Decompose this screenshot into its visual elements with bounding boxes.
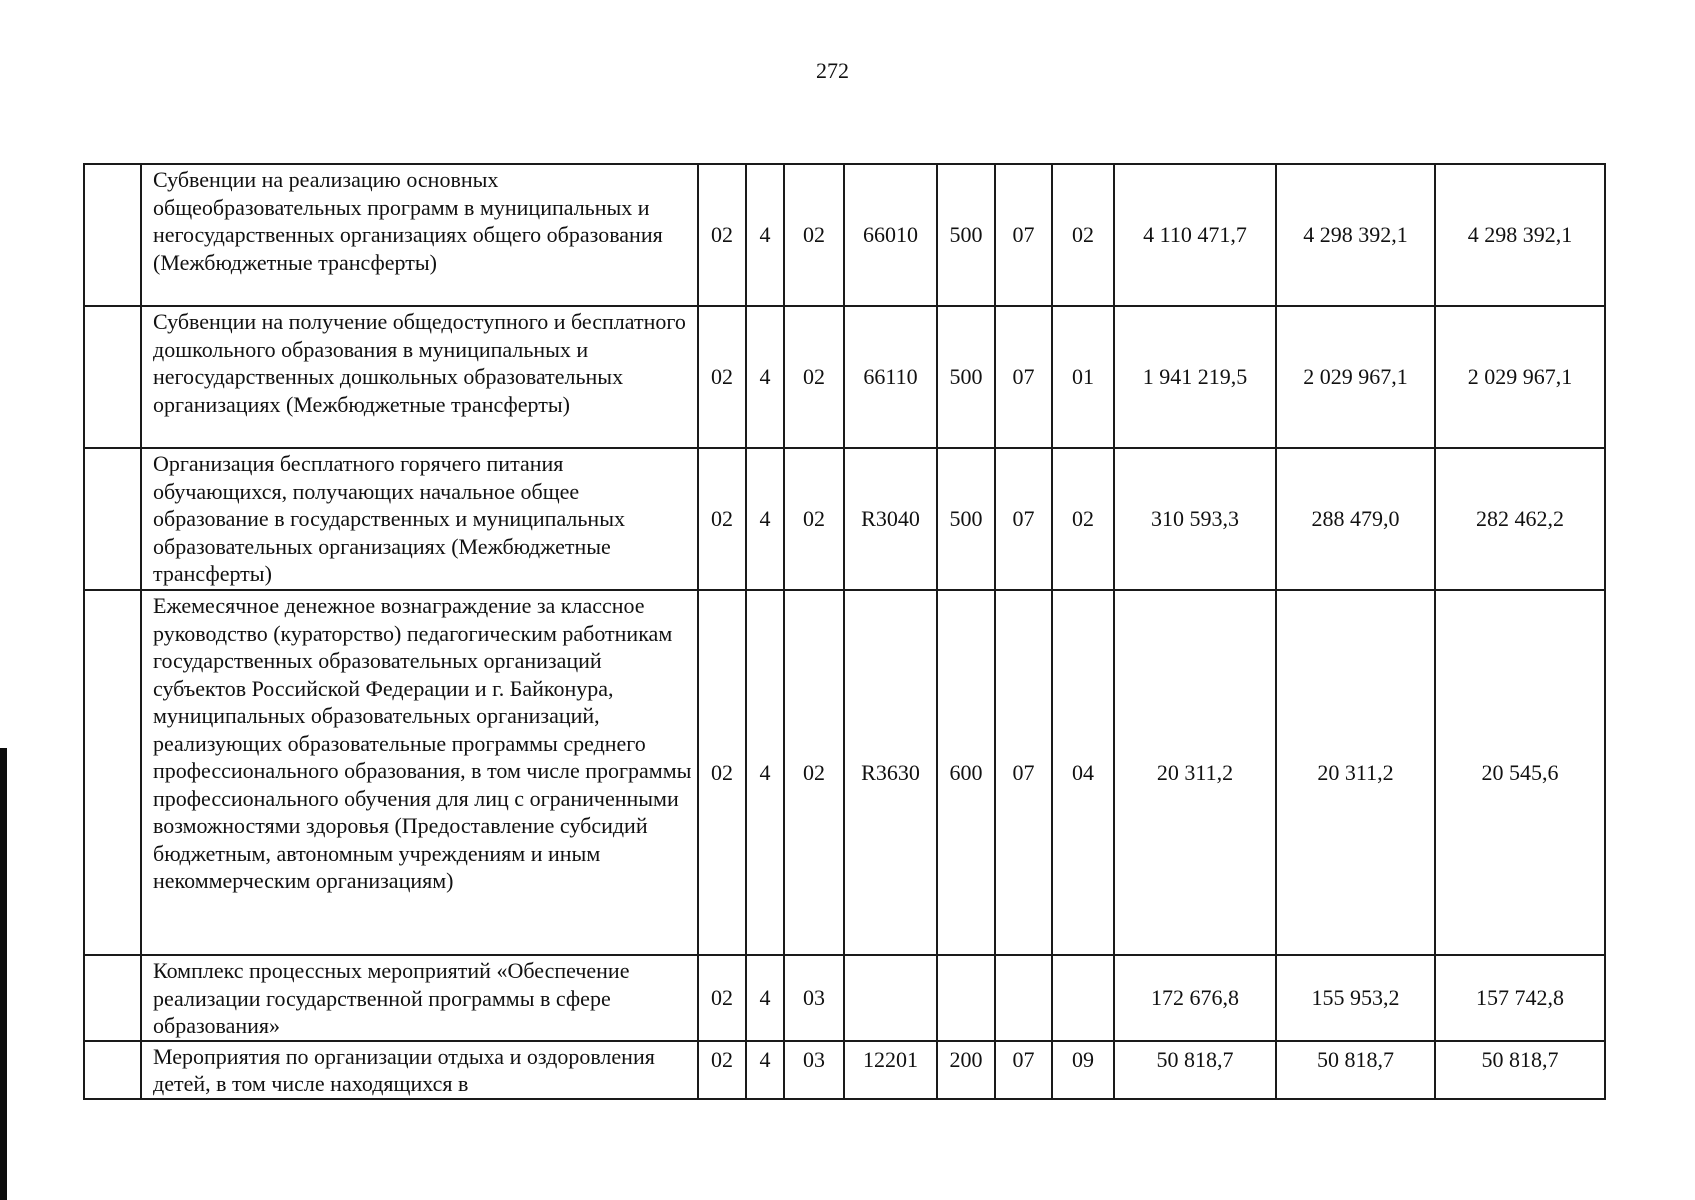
amount-year-3: 2 029 967,1 [1435,306,1605,448]
item-name: Субвенции на реализацию основных общеобразовательных программ в муниципальных и негосударственных организациях общего образования (Межбюджетные трансферты) [141,164,698,306]
table-row [84,590,1605,955]
table-row [84,306,1605,448]
code-program: 02 [698,1041,746,1099]
code-direction: 12201 [844,1041,937,1099]
page-number: 272 [816,58,849,83]
code-measure: 03 [784,955,844,1041]
code-subprogram: 4 [746,1041,784,1099]
amount-year-2: 20 311,2 [1276,590,1435,955]
code-section: 07 [995,164,1052,306]
code-subprogram: 4 [746,955,784,1041]
amount-year-2: 2 029 967,1 [1276,306,1435,448]
code-subsection: 09 [1052,1041,1114,1099]
table-row [84,1041,1605,1099]
table-row [84,448,1605,590]
code-section: 07 [995,1041,1052,1099]
code-expense-type [937,955,995,1041]
amount-year-3: 157 742,8 [1435,955,1605,1041]
row-number-cell [84,590,141,955]
table-row [84,955,1605,1041]
item-name: Организация бесплатного горячего питания обучающихся, получающих начальное общее образование в государственных и муниципальных образовательных организациях (Межбюджетные трансферты) [141,448,698,590]
code-subprogram: 4 [746,306,784,448]
code-expense-type: 500 [937,306,995,448]
code-expense-type: 200 [937,1041,995,1099]
code-direction [844,955,937,1041]
code-subprogram: 4 [746,448,784,590]
code-program: 02 [698,590,746,955]
amount-year-2: 4 298 392,1 [1276,164,1435,306]
code-program: 02 [698,448,746,590]
code-subprogram: 4 [746,164,784,306]
amount-year-1: 20 311,2 [1114,590,1276,955]
scan-edge-shadow [0,748,7,1200]
code-program: 02 [698,306,746,448]
code-subprogram: 4 [746,590,784,955]
item-name: Ежемесячное денежное вознаграждение за классное руководство (кураторство) педагогическим работникам государственных образовательных организаций субъектов Российской Федерации и г. Байконура, муниципальных образовательных организаций, реализующих образовательные программы среднего профессионального образования, в том числе программы профессионального обучения для лиц с ограниченными возможностями здоровья (Предоставление субсидий бюджетным, автономным учреждениям и иным некоммерческим организациям) [141,590,698,955]
code-subsection: 01 [1052,306,1114,448]
table-row [84,164,1605,306]
amount-year-2: 288 479,0 [1276,448,1435,590]
code-expense-type: 500 [937,164,995,306]
amount-year-1: 1 941 219,5 [1114,306,1276,448]
code-measure: 02 [784,448,844,590]
amount-year-1: 310 593,3 [1114,448,1276,590]
budget-table [83,163,1606,1100]
code-subsection [1052,955,1114,1041]
row-number-cell [84,164,141,306]
code-program: 02 [698,164,746,306]
amount-year-2: 50 818,7 [1276,1041,1435,1099]
code-section [995,955,1052,1041]
item-name: Субвенции на получение общедоступного и бесплатного дошкольного образования в муниципальных и негосударственных дошкольных образовательных организациях (Межбюджетные трансферты) [141,306,698,448]
amount-year-3: 50 818,7 [1435,1041,1605,1099]
row-number-cell [84,306,141,448]
row-number-cell [84,1041,141,1099]
amount-year-3: 4 298 392,1 [1435,164,1605,306]
code-section: 07 [995,306,1052,448]
amount-year-1: 50 818,7 [1114,1041,1276,1099]
code-direction: 66010 [844,164,937,306]
code-expense-type: 600 [937,590,995,955]
code-direction: R3040 [844,448,937,590]
code-measure: 02 [784,590,844,955]
code-section: 07 [995,448,1052,590]
code-section: 07 [995,590,1052,955]
code-measure: 02 [784,306,844,448]
code-direction: 66110 [844,306,937,448]
amount-year-1: 172 676,8 [1114,955,1276,1041]
code-program: 02 [698,955,746,1041]
code-direction: R3630 [844,590,937,955]
code-measure: 02 [784,164,844,306]
code-subsection: 04 [1052,590,1114,955]
code-subsection: 02 [1052,448,1114,590]
code-expense-type: 500 [937,448,995,590]
amount-year-1: 4 110 471,7 [1114,164,1276,306]
item-name: Комплекс процессных мероприятий «Обеспечение реализации государственной программы в сфере образования» [141,955,698,1041]
row-number-cell [84,955,141,1041]
item-name: Мероприятия по организации отдыха и оздоровления детей, в том числе находящихся в [141,1041,698,1099]
amount-year-3: 20 545,6 [1435,590,1605,955]
code-measure: 03 [784,1041,844,1099]
code-subsection: 02 [1052,164,1114,306]
amount-year-3: 282 462,2 [1435,448,1605,590]
row-number-cell [84,448,141,590]
amount-year-2: 155 953,2 [1276,955,1435,1041]
